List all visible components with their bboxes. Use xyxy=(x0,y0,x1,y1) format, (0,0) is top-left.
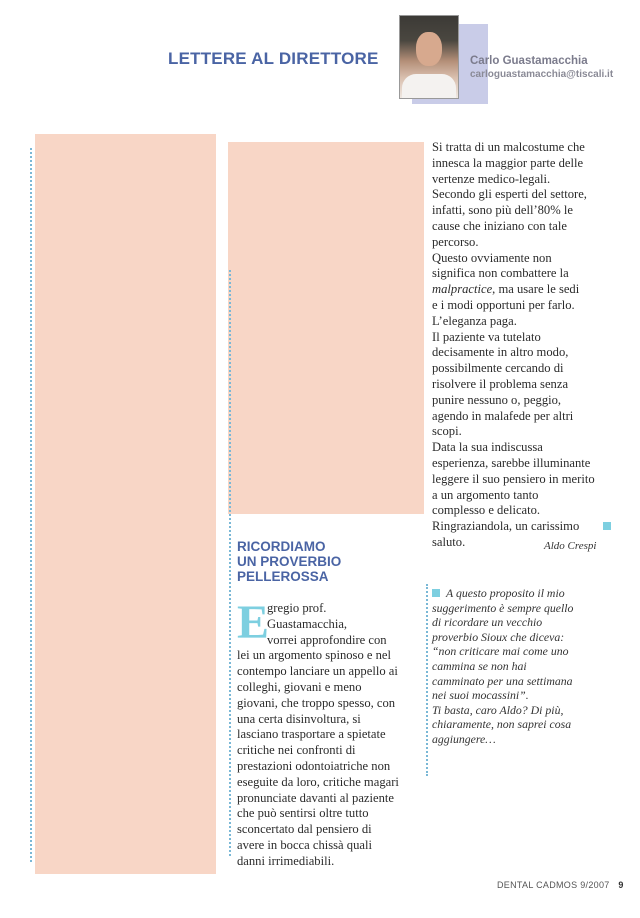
page-footer xyxy=(497,880,624,890)
body-line: contempo lanciare un appello ai xyxy=(237,664,398,679)
body-line: eseguite da loro, critiche magari xyxy=(237,774,399,789)
letter-line-malpractice: malpractice, ma usare le sedi xyxy=(432,282,580,297)
body-line: pronunciate davanti al paziente xyxy=(237,790,394,805)
author-email[interactable]: carloguastamacchia@tiscali.it xyxy=(470,69,614,80)
letter-line: risolvere il problema senza xyxy=(432,376,569,391)
letter-line: L’eleganza paga. xyxy=(432,313,517,328)
letter-line: complesso e delicato. xyxy=(432,503,541,518)
letter-body xyxy=(237,596,419,870)
body-line: avere in bocca chissà quali xyxy=(237,837,372,852)
reply-line: suggerimento è sempre quello xyxy=(432,600,574,615)
letter-line: a un argomento tanto xyxy=(432,487,539,502)
letter-line: Il paziente va tutelato xyxy=(432,329,541,344)
letter-line: e i modi opportuni per farlo. xyxy=(432,297,575,312)
dotted-rule-center xyxy=(229,270,231,856)
reply-line: camminato per una settimana xyxy=(432,673,573,688)
section-title: LETTERE AL DIRETTORE xyxy=(168,49,379,68)
body-line: giovani, che troppo spesso, con xyxy=(237,695,396,710)
body-line: gregio prof. xyxy=(267,601,327,615)
issue-number: 9/2007 xyxy=(580,880,610,890)
reply-text: A questo proposito il mio xyxy=(446,586,565,600)
drop-cap: E xyxy=(237,596,270,649)
body-line: prestazioni odontoiatriche non xyxy=(237,758,391,773)
letter-headline xyxy=(237,539,341,584)
headline-line: RICORDIAMO xyxy=(237,539,326,554)
letter-line: Si tratta di un malcostume che xyxy=(432,140,585,154)
decorative-panel-center xyxy=(228,142,424,514)
body-line: lei un argomento spinoso e nel xyxy=(237,648,392,663)
letter-line: cause che iniziano con tale xyxy=(432,218,567,233)
reply-line: chiaramente, non saprei cosa xyxy=(432,717,572,732)
body-line: colleghi, giovani e meno xyxy=(237,679,362,694)
reply-line: aggiungere… xyxy=(432,731,496,746)
letter-line: vertenze medico-legali. xyxy=(432,171,551,186)
body-line: danni irrimediabili. xyxy=(237,853,335,868)
letter-line: significa non combattere la xyxy=(432,266,569,281)
letter-line: Ringraziandola, un carissimo xyxy=(432,519,580,534)
author-name: Carlo Guastamacchia xyxy=(470,55,588,67)
reply-line: di ricordare un vecchio xyxy=(432,615,543,630)
reply-line: “non criticare mai come uno xyxy=(432,644,569,659)
reply-line: Ti basta, caro Aldo? Di più, xyxy=(432,702,564,717)
letter-line: scopi. xyxy=(432,424,462,439)
body-line: lasciano trasportare a spietate xyxy=(237,727,386,742)
body-line: sconcertato dal pensiero di xyxy=(237,822,372,837)
headline-line: UN PROVERBIO xyxy=(237,554,342,569)
letter-continuation xyxy=(432,140,614,551)
dotted-rule-left xyxy=(30,148,32,862)
letter-line: percorso. xyxy=(432,234,479,249)
author-shirt xyxy=(402,74,456,98)
reply-marker-icon xyxy=(432,589,440,597)
letter-line: decisamente in altro modo, xyxy=(432,345,569,360)
author-face xyxy=(416,32,442,66)
reply-line: proverbio Sioux che diceva: xyxy=(432,629,565,644)
reply-line: nei suoi mocassini”. xyxy=(432,688,529,703)
dotted-rule-right xyxy=(426,584,428,776)
letter-line: Questo ovviamente non xyxy=(432,250,552,265)
end-mark-icon xyxy=(603,522,611,530)
letter-line: infatti, sono più dell’80% le xyxy=(432,203,573,218)
author-photo xyxy=(399,15,459,99)
page-number: 9 xyxy=(618,880,624,890)
body-line: che può sentirsi oltre tutto xyxy=(237,806,369,821)
body-line: Guastamacchia, xyxy=(267,616,348,631)
letter-line: esperienza, sarebbe illuminante xyxy=(432,455,591,470)
letter-line: innesca la maggior parte delle xyxy=(432,155,584,170)
body-line: critiche nei confronti di xyxy=(237,743,356,758)
decorative-panel-left xyxy=(35,134,216,874)
reply-line xyxy=(432,586,618,601)
letter-line: leggere il suo pensiero in merito xyxy=(432,471,595,486)
letter-line: agendo in malafede per altri xyxy=(432,408,574,423)
headline-line: PELLEROSSA xyxy=(237,569,329,584)
letter-line: Data la sua indiscussa xyxy=(432,440,543,455)
journal-name: DENTAL CADMOS xyxy=(497,880,578,890)
director-reply xyxy=(432,586,618,747)
reply-line: cammina se non hai xyxy=(432,658,527,673)
letter-signature: Aldo Crespi xyxy=(544,540,597,552)
letter-line: saluto. xyxy=(432,534,466,549)
letter-line: Secondo gli esperti del settore, xyxy=(432,187,587,202)
body-line: una certa disinvoltura, si xyxy=(237,711,361,726)
body-line: vorrei approfondire con xyxy=(267,632,387,647)
letter-line: possibilmente cercando di xyxy=(432,361,564,376)
malpractice-term: malpractice xyxy=(432,282,493,297)
letter-line: punire nessuno o, peggio, xyxy=(432,392,562,407)
